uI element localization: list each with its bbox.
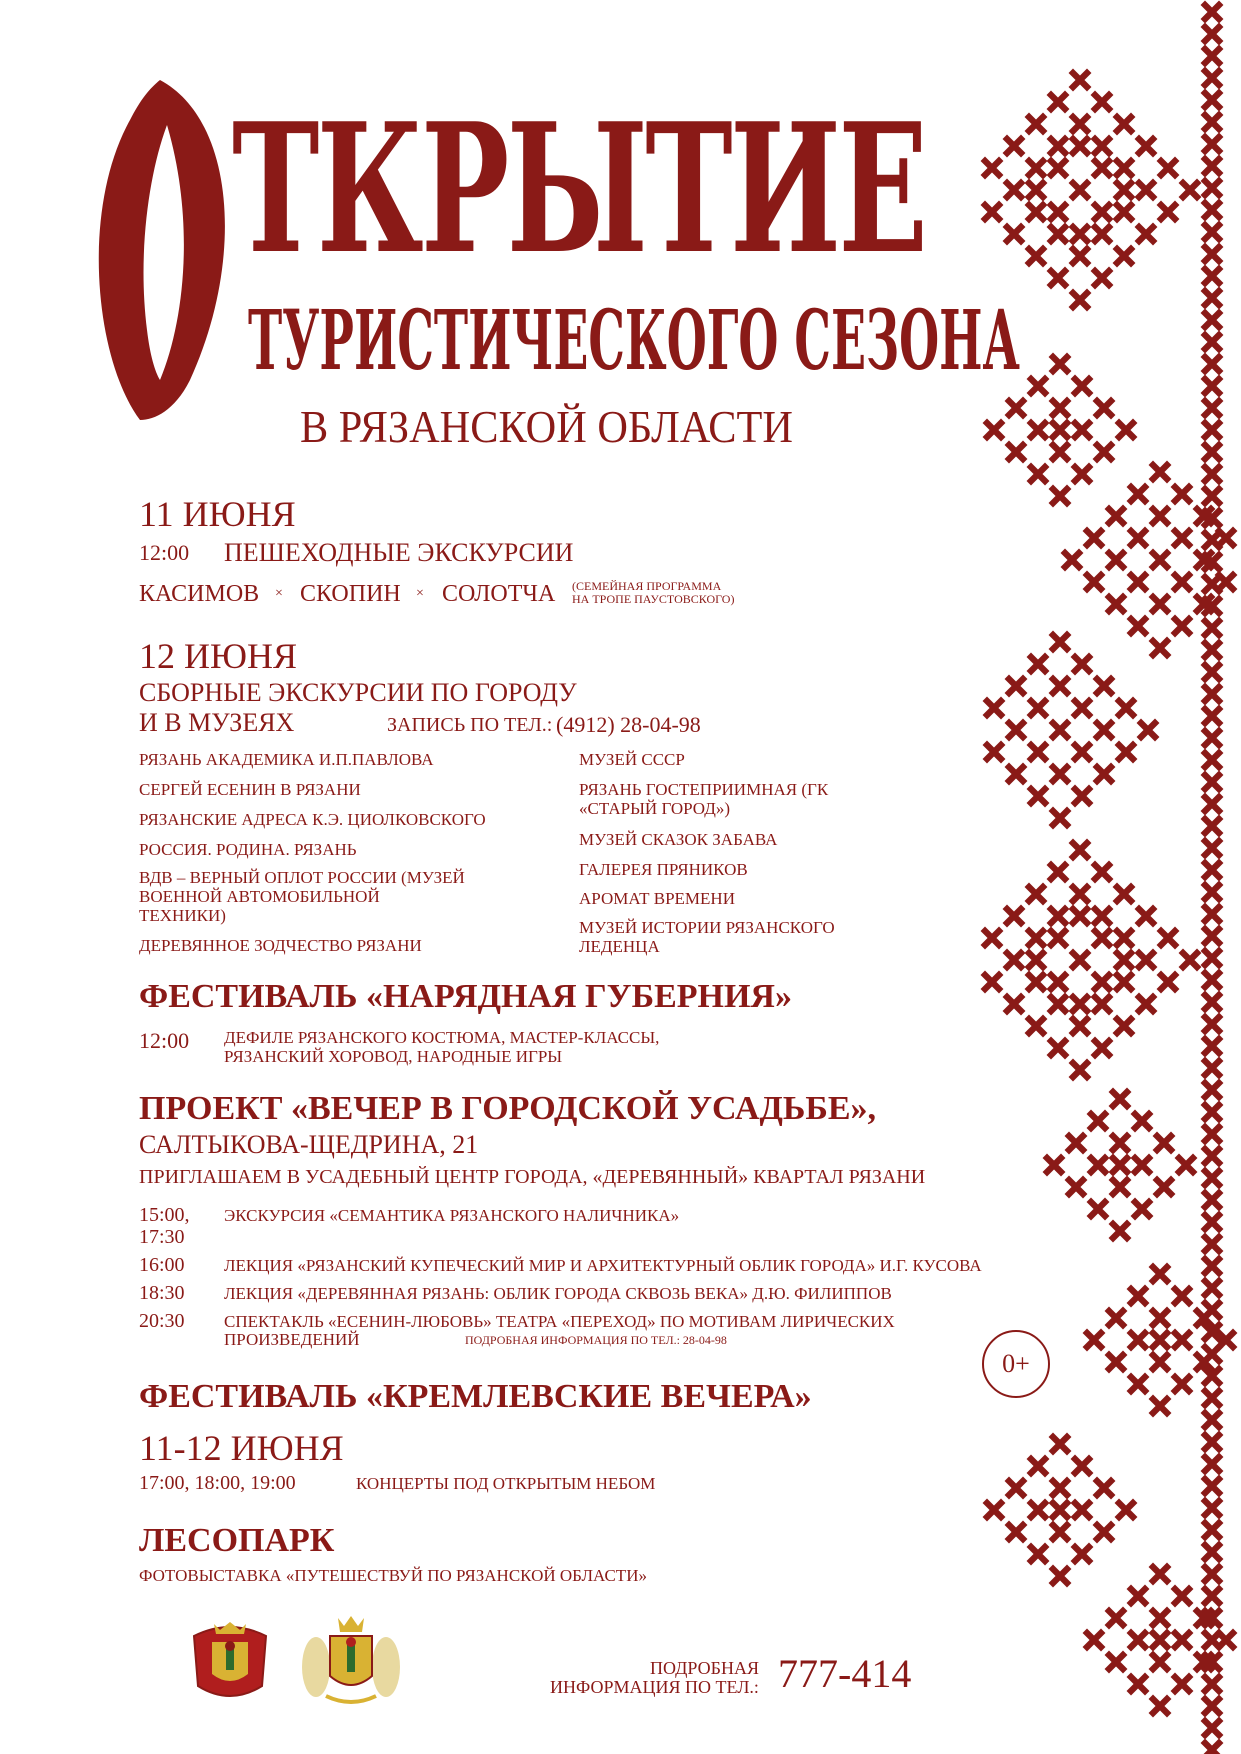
day2-heading-line1: СБОРНЫЕ ЭКСКУРСИИ ПО ГОРОДУ bbox=[139, 678, 577, 707]
project-info: ПОДРОБНАЯ ИНФОРМАЦИЯ ПО ТЕЛ.: 28-04-98 bbox=[465, 1333, 727, 1347]
project-address: САЛТЫКОВА-ЩЕДРИНА, 21 bbox=[139, 1130, 479, 1159]
day2-booking-label: ЗАПИСЬ ПО ТЕЛ.: bbox=[387, 714, 553, 736]
day1-time: 12:00 bbox=[139, 540, 190, 565]
list-item: ГАЛЕРЕЯ ПРЯНИКОВ bbox=[579, 860, 748, 879]
schedule-text: ЭКСКУРСИЯ «СЕМАНТИКА РЯЗАНСКОГО НАЛИЧНИКА» bbox=[224, 1206, 680, 1225]
list-item: МУЗЕЙ ИСТОРИИ РЯЗАНСКОГО ЛЕДЕНЦА bbox=[579, 918, 835, 956]
day1-note-line1: (СЕМЕЙНАЯ ПРОГРАММА bbox=[572, 579, 722, 593]
project-invite: ПРИГЛАШАЕМ В УСАДЕБНЫЙ ЦЕНТР ГОРОДА, «ДЕРЕВЯННЫЙ» КВАРТАЛ РЯЗАНИ bbox=[139, 1166, 926, 1188]
age-rating-badge: 0+ bbox=[982, 1330, 1050, 1398]
city-coat-of-arms-icon bbox=[296, 1612, 406, 1708]
day1-note-line2: НА ТРОПЕ ПАУСТОВСКОГО) bbox=[572, 592, 735, 606]
list-item: РОССИЯ. РОДИНА. РЯЗАНЬ bbox=[139, 840, 357, 859]
title-main: ТКРЫТИЕ bbox=[232, 84, 926, 293]
list-item: РЯЗАНЬ АКАДЕМИКА И.П.ПАВЛОВА bbox=[139, 750, 434, 769]
separator-cross: × bbox=[416, 586, 424, 601]
schedule-time: 15:00, 17:30 bbox=[139, 1204, 190, 1248]
schedule-text: ЛЕКЦИЯ «ДЕРЕВЯННАЯ РЯЗАНЬ: ОБЛИК ГОРОДА СКВОЗЬ ВЕКА» Д.Ю. ФИЛИППОВ bbox=[224, 1284, 892, 1303]
title-region: В РЯЗАНСКОЙ ОБЛАСТИ bbox=[300, 401, 793, 452]
list-item: ВДВ – ВЕРНЫЙ ОПЛОТ РОССИИ (МУЗЕЙ ВОЕННОЙ АВТОМОБИЛЬНОЙ ТЕХНИКИ) bbox=[139, 868, 465, 925]
embroidery-ornament bbox=[960, 0, 1241, 1754]
region-coat-of-arms-icon bbox=[184, 1616, 276, 1708]
list-item: АРОМАТ ВРЕМЕНИ bbox=[579, 889, 735, 908]
day2-heading-line2: И В МУЗЕЯХ bbox=[139, 708, 295, 737]
footer-info-line1: ПОДРОБНАЯ bbox=[650, 1658, 759, 1678]
project-title: ПРОЕКТ «ВЕЧЕР В ГОРОДСКОЙ УСАДЬБЕ», bbox=[139, 1090, 876, 1127]
festival2-date: 11-12 ИЮНЯ bbox=[139, 1428, 344, 1468]
schedule-text: СПЕКТАКЛЬ «ЕСЕНИН-ЛЮБОВЬ» ТЕАТРА «ПЕРЕХОД» ПО МОТИВАМ ЛИРИЧЕСКИХ bbox=[224, 1312, 895, 1331]
day2-booking-phone: (4912) 28-04-98 bbox=[556, 712, 701, 737]
list-item: РЯЗАНЬ ГОСТЕПРИИМНАЯ (ГК «СТАРЫЙ ГОРОД») bbox=[579, 780, 829, 818]
lesopark-title: ЛЕСОПАРК bbox=[139, 1522, 335, 1559]
list-item: МУЗЕЙ СКАЗОК ЗАБАВА bbox=[579, 830, 778, 849]
list-item: РЯЗАНСКИЕ АДРЕСА К.Э. ЦИОЛКОВСКОГО bbox=[139, 810, 486, 829]
schedule-time: 16:00 bbox=[139, 1254, 185, 1276]
festival2-desc: КОНЦЕРТЫ ПОД ОТКРЫТЫМ НЕБОМ bbox=[356, 1474, 656, 1493]
footer-info-line2: ИНФОРМАЦИЯ ПО ТЕЛ.: bbox=[550, 1677, 759, 1697]
separator-cross: × bbox=[275, 586, 283, 601]
list-item: ДЕРЕВЯННОЕ ЗОДЧЕСТВО РЯЗАНИ bbox=[139, 936, 422, 955]
list-item: СЕРГЕЙ ЕСЕНИН В РЯЗАНИ bbox=[139, 780, 361, 799]
title-subtitle: ТУРИСТИЧЕСКОГО СЕЗОНА bbox=[248, 293, 1020, 389]
festival2-title: ФЕСТИВАЛЬ «КРЕМЛЕВСКИЕ ВЕЧЕРА» bbox=[139, 1378, 812, 1415]
day1-event: ПЕШЕХОДНЫЕ ЭКСКУРСИИ bbox=[224, 538, 574, 567]
festival1-time: 12:00 bbox=[139, 1028, 190, 1053]
list-item: МУЗЕЙ СССР bbox=[579, 750, 685, 769]
festival1-desc-line1: ДЕФИЛЕ РЯЗАНСКОГО КОСТЮМА, МАСТЕР-КЛАССЫ, bbox=[224, 1028, 660, 1047]
schedule-time: 18:30 bbox=[139, 1282, 185, 1304]
festival1-desc-line2: РЯЗАНСКИЙ ХОРОВОД, НАРОДНЫЕ ИГРЫ bbox=[224, 1047, 563, 1066]
schedule-time: 20:30 bbox=[139, 1310, 185, 1332]
schedule-text-line2: ПРОИЗВЕДЕНИЙ bbox=[224, 1330, 360, 1349]
footer-phone: 777-414 bbox=[778, 1651, 912, 1696]
day1-town-skopin: СКОПИН bbox=[300, 581, 401, 607]
schedule-text: ЛЕКЦИЯ «РЯЗАНСКИЙ КУПЕЧЕСКИЙ МИР И АРХИТЕКТУРНЫЙ ОБЛИК ГОРОДА» И.Г. КУСОВА bbox=[224, 1256, 982, 1275]
day1-date: 11 ИЮНЯ bbox=[139, 494, 296, 534]
day1-town-kasimov: КАСИМОВ bbox=[139, 581, 260, 607]
day2-date: 12 ИЮНЯ bbox=[139, 636, 298, 676]
festival1-title: ФЕСТИВАЛЬ «НАРЯДНАЯ ГУБЕРНИЯ» bbox=[139, 978, 792, 1015]
lesopark-desc: ФОТОВЫСТАВКА «ПУТЕШЕСТВУЙ ПО РЯЗАНСКОЙ ОБЛАСТИ» bbox=[139, 1566, 647, 1585]
title-big-letter-o bbox=[95, 80, 225, 420]
festival2-times: 17:00, 18:00, 19:00 bbox=[139, 1472, 296, 1494]
day1-town-solotcha: СОЛОТЧА bbox=[442, 581, 556, 607]
